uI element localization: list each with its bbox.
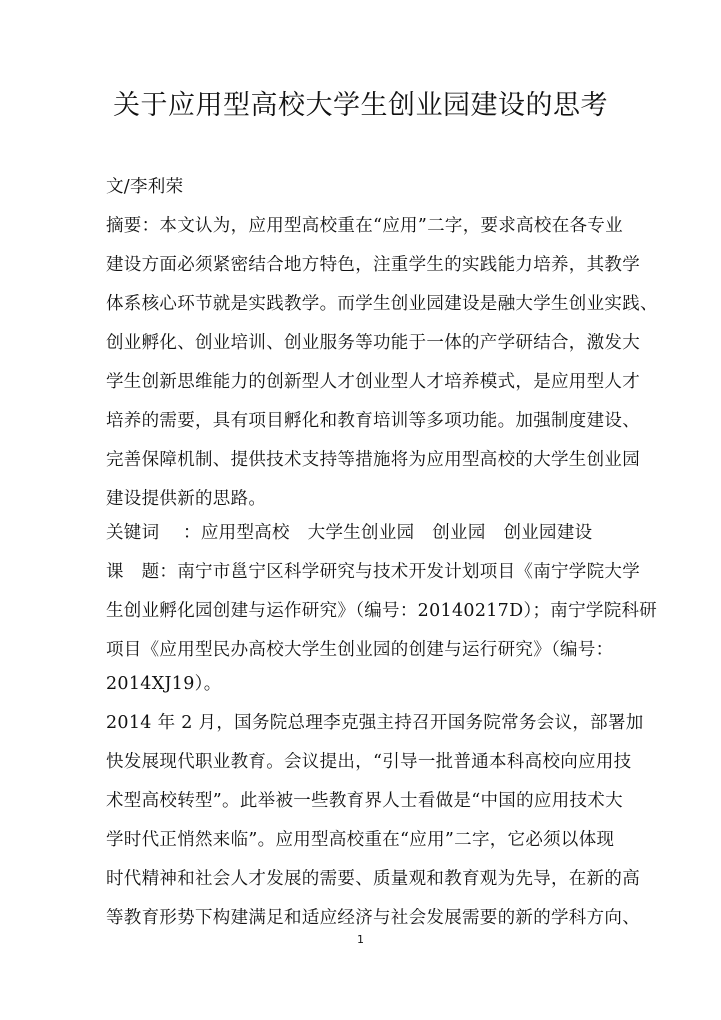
abstract-line: 建设提供新的思路。 xyxy=(106,489,267,509)
abstract-line: 完善保障机制、提供技术支持等措施将为应用型高校的大学生创业园 xyxy=(106,450,640,470)
project-line: 课 题：南宁市邕宁区科学研究与技术开发计划项目《南宁学院大学 xyxy=(106,562,640,582)
abstract-line: 摘要：本文认为，应用型高校重在“应用”二字，要求高校在各专业 xyxy=(106,216,623,236)
abstract-line: 建设方面必须紧密结合地方特色，注重学生的实践能力培养，其教学 xyxy=(106,255,640,275)
author-line: 文/李利荣 xyxy=(106,177,184,197)
document-title: 关于应用型高校大学生创业园建设的思考 xyxy=(113,90,608,121)
project-line: 项目《应用型民办高校大学生创业园的创建与运行研究》（编号： xyxy=(106,640,614,660)
body-line: 时代精神和社会人才发展的需要、质量观和教育观为先导，在新的高 xyxy=(106,869,640,889)
keywords-line: 关键词 ：应用型高校 大学生创业园 创业园 创业园建设 xyxy=(106,523,593,543)
abstract-line: 创业孵化、创业培训、创业服务等功能于一体的产学研结合，激发大 xyxy=(106,333,640,353)
body-line: 学时代正悄然来临”。应用型高校重在“应用”二字，它必须以体现 xyxy=(106,830,615,850)
abstract-line: 学生创新思维能力的创新型人才创业型人才培养模式，是应用型人才 xyxy=(106,372,640,392)
body-line: 术型高校转型”。此举被一些教育界人士看做是“中国的应用技术大 xyxy=(106,791,623,811)
abstract-line: 培养的需要，具有项目孵化和教育培训等多项功能。加强制度建设、 xyxy=(106,411,640,431)
project-line: 2014XJ19）。 xyxy=(106,674,222,694)
body-line: 2014 年 2 月，国务院总理李克强主持召开国务院常务会议，部署加 xyxy=(106,713,644,733)
page-number: 1 xyxy=(357,933,364,946)
body-line: 快发展现代职业教育。会议提出，“引导一批普通本科高校向应用技 xyxy=(106,752,632,772)
abstract-line: 体系核心环节就是实践教学。而学生创业园建设是融大学生创业实践、 xyxy=(106,294,658,314)
project-line: 生创业孵化园创建与运作研究》（编号：20140217D）；南宁学院科研 xyxy=(106,601,658,621)
body-line: 等教育形势下构建满足和适应经济与社会发展需要的新的学科方向、 xyxy=(106,908,640,928)
